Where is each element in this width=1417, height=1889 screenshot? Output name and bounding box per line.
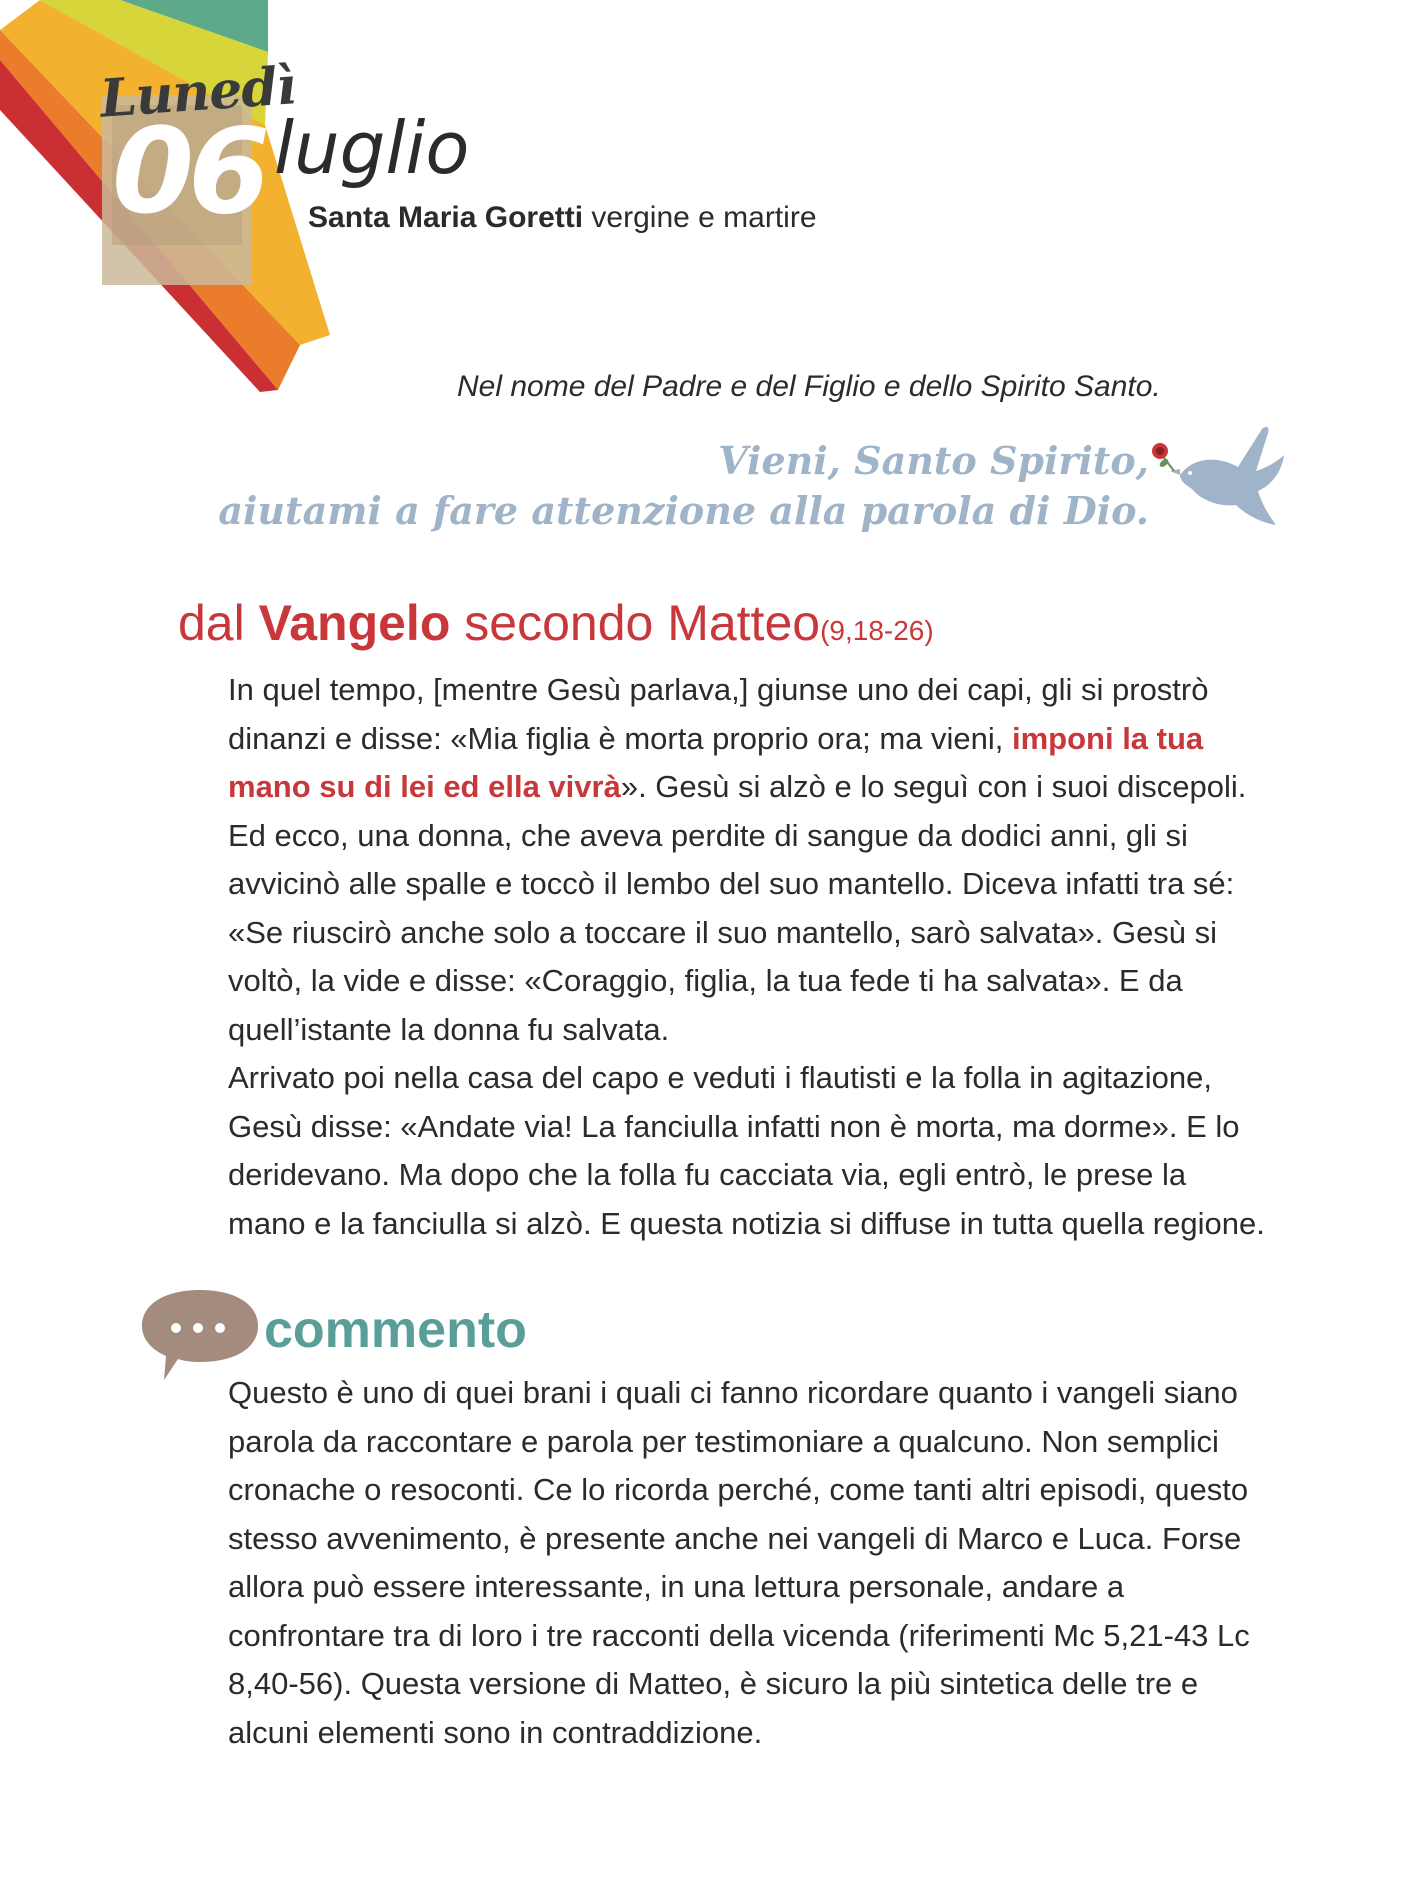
comment-paragraph: Questo è uno di quei brani i quali ci fanno ricordare quanto i vangeli siano parola da raccontare e parola per testimoniare a qualcuno. Non semplici cronache o resoconti. Ce lo ricorda perché, come tanti altri episodi, questo stesso avvenimento, è presente anche nei vangeli di Marco e Luca. Forse allora può essere interessante, in una lettura personale, andare a confrontare tra di loro i tre racconti della vicenda (riferimenti Mc 5,21-43 Lc 8,40-56). Questa versione di Matteo, è sicuro la più sintetica delle tre e alcuni elementi sono in contraddizione.	[228, 1375, 1250, 1750]
gospel-paragraph-2: Ed ecco, una donna, che aveva perdite di sangue da dodici anni, gli si avvicinò alle spalle e toccò il lembo del suo mantello. Diceva infatti tra sé: «Se riuscirò anche solo a toccare il suo mantello, sarò salvata». Gesù si voltò, la vide e disse: «Coraggio, figlia, la tua fede ti ha salvata». E da quell’istante la donna fu salvata.	[228, 817, 1235, 1047]
gospel-title	[178, 595, 934, 651]
gospel-word: Vangelo	[258, 595, 451, 651]
gospel-reference: (9,18-26)	[820, 615, 934, 646]
saint-title: vergine e martire	[591, 201, 817, 234]
prayer-line-2: aiutami a fare attenzione alla parola di Dio.	[218, 488, 1149, 533]
comment-title: commento	[264, 1301, 527, 1359]
gospel-suffix: secondo Matteo	[464, 595, 821, 651]
day-name: Lunedì	[98, 55, 298, 130]
saint-line	[308, 201, 817, 235]
gospel-highlight: imponi la tua mano su di lei ed ella vivrà	[228, 720, 1204, 804]
gospel-p1-before: In quel tempo, [mentre Gesù parlava,] giunse uno dei capi, gli si prostrò dinanzi e disse: «Mia figlia è morta proprio ora; ma vieni,	[228, 672, 1209, 756]
comment-text	[228, 1369, 1268, 1757]
month: luglio	[274, 106, 470, 190]
gospel-text	[228, 666, 1268, 1248]
gospel-paragraph-3: Arrivato poi nella casa del capo e veduti i flautisti e la folla in agitazione, Gesù disse: «Andate via! La fanciulla infatti non è morta, ma dorme». E lo deridevano. Ma dopo che la folla fu cacciata via, egli entrò, le prese la mano e la fanciulla si alzò. E questa notizia si diffuse in tutta quella regione.	[228, 1060, 1265, 1241]
prayer	[218, 436, 1149, 536]
saint-name: Santa Maria Goretti	[308, 201, 584, 234]
day-number: 06	[112, 102, 265, 240]
gospel-p1-after: ». Gesù si alzò e lo seguì con i suoi discepoli.	[620, 769, 1247, 804]
dove-with-rose-icon	[1150, 415, 1290, 535]
prayer-line-1: Vieni, Santo Spirito,	[718, 438, 1149, 483]
invocation: Nel nome del Padre e del Figlio e dello Spirito Santo.	[457, 370, 1161, 403]
gospel-prefix: dal	[178, 595, 245, 651]
gospel-paragraph-1	[228, 666, 1268, 812]
